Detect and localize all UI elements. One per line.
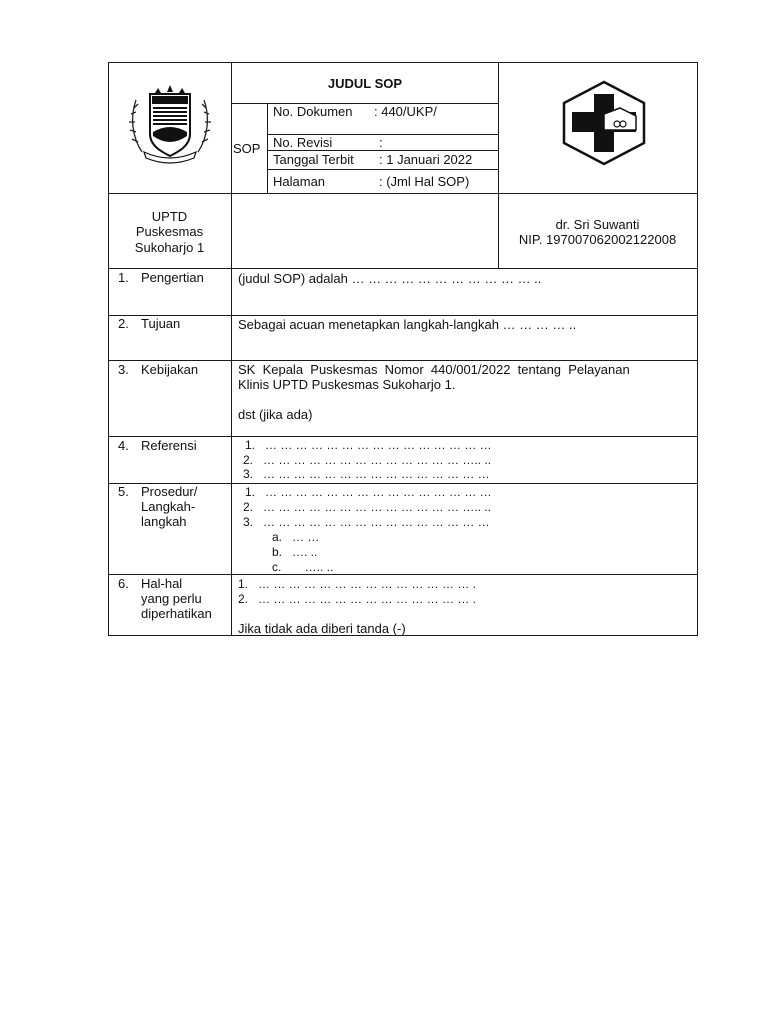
regency-emblem-icon: [128, 82, 212, 164]
section-3-text-3: dst (jika ada): [238, 407, 313, 422]
section-5-number: 5.: [118, 484, 129, 499]
section-5-label-3: langkah: [141, 514, 187, 529]
section-6-number: 6.: [118, 576, 129, 591]
org-line-1: UPTD: [151, 209, 188, 224]
section-1-text: (judul SOP) adalah … … … … … … … … … … … ..: [238, 271, 542, 286]
section-5-label-1: Prosedur/: [141, 484, 198, 499]
page-count-value: : (Jml Hal SOP): [379, 174, 470, 189]
page-count-label: Halaman: [273, 174, 326, 189]
signer-name: dr. Sri Suwanti: [555, 217, 640, 232]
list-item: 3. … … … … … … … … … … … … … … …: [243, 515, 490, 529]
list-subitem: c. ….. ..: [272, 560, 334, 574]
org-line-2: Puskesmas: [135, 224, 204, 239]
section-4-label: Referensi: [141, 438, 197, 453]
list-item: 2. … … … … … … … … … … … … … … .: [238, 592, 477, 606]
section-6-note: Jika tidak ada diberi tanda (-): [238, 621, 406, 636]
list-item: 1. … … … … … … … … … … … … … … .: [238, 577, 477, 591]
issue-date-label: Tanggal Terbit: [273, 152, 354, 167]
section-1-number: 1.: [118, 270, 129, 285]
doc-number-value: : 440/UKP/: [374, 104, 437, 119]
section-2-label: Tujuan: [141, 316, 181, 331]
list-item: 2. … … … … … … … … … … … … … ….. ..: [243, 453, 492, 467]
sop-label: SOP: [233, 141, 261, 156]
section-6-label-3: diperhatikan: [141, 606, 212, 621]
org-line-3: Sukoharjo 1: [134, 240, 205, 255]
list-item: 1. … … … … … … … … … … … … … … …: [245, 485, 492, 499]
list-subitem: a. … …: [272, 530, 320, 544]
section-1-label: Pengertian: [141, 270, 204, 285]
issue-date-value: : 1 Januari 2022: [379, 152, 473, 167]
section-3-label: Kebijakan: [141, 362, 199, 377]
list-subitem: b. …. ..: [272, 545, 318, 559]
health-cross-logo-icon: [560, 80, 648, 166]
section-5-label-2: Langkah-: [141, 499, 196, 514]
section-2-text: Sebagai acuan menetapkan langkah-langkah … … … … ..: [238, 317, 577, 332]
revision-label: No. Revisi: [273, 135, 333, 150]
section-6-label-2: yang perlu: [141, 591, 202, 606]
list-item: 2. … … … … … … … … … … … … … ….. ..: [243, 500, 492, 514]
list-item: 1. … … … … … … … … … … … … … … …: [245, 438, 492, 452]
revision-value: :: [379, 135, 383, 150]
doc-number-label: No. Dokumen: [273, 104, 353, 119]
section-3-text-2: Klinis UPTD Puskesmas Sukoharjo 1.: [238, 377, 456, 392]
section-3-text-1: SK Kepala Puskesmas Nomor 440/001/2022 tentang Pelayanan: [238, 362, 630, 377]
signer-nip: NIP. 197007062002122008: [518, 232, 677, 247]
section-3-number: 3.: [118, 362, 129, 377]
page-title: JUDUL SOP: [327, 76, 403, 91]
section-2-number: 2.: [118, 316, 129, 331]
list-item: 3. … … … … … … … … … … … … … … …: [243, 467, 490, 481]
section-4-number: 4.: [118, 438, 129, 453]
section-6-label-1: Hal-hal: [141, 576, 183, 591]
